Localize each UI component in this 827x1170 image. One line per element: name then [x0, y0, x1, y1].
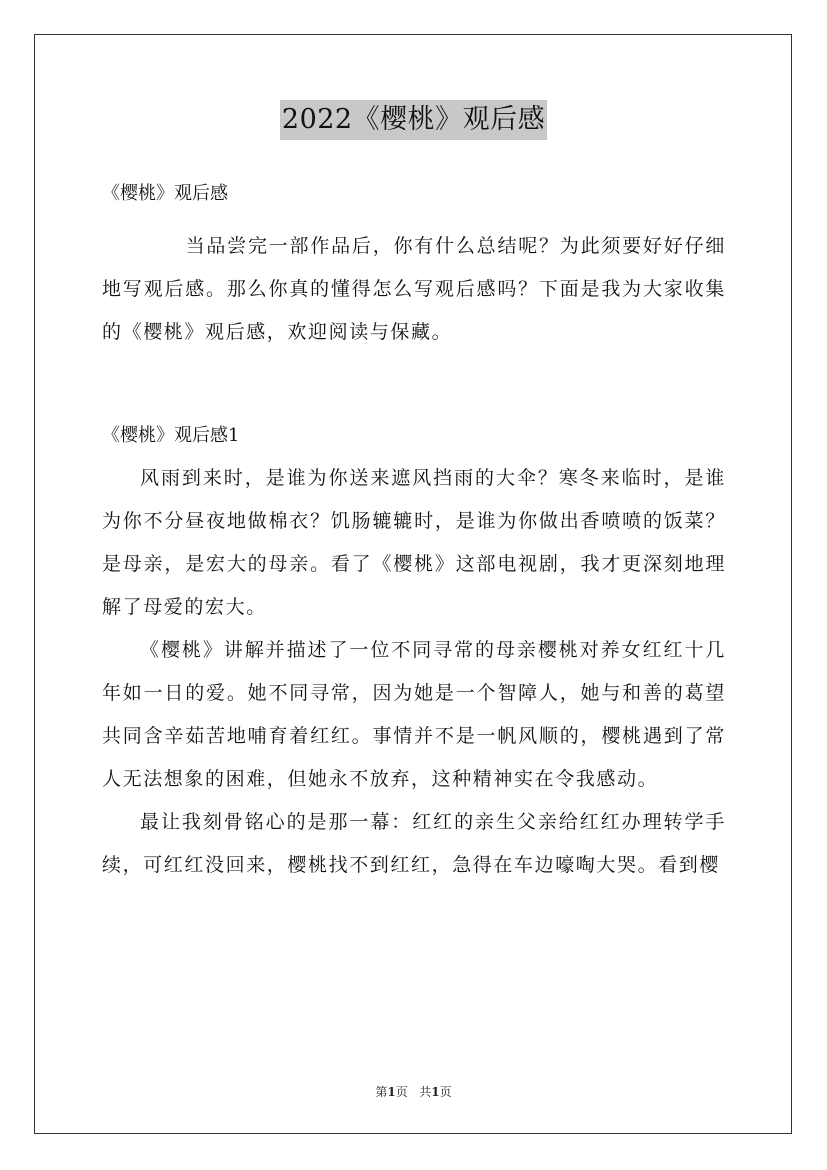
body-paragraph-3: 最让我刻骨铭心的是那一幕：红红的亲生父亲给红红办理转学手续，可红红没回来，樱桃找不到红红，急得在车边嚎啕大哭。看到樱	[102, 811, 726, 876]
document-subtitle: 《樱桃》观后感	[102, 183, 228, 204]
body-paragraph-1: 风雨到来时，是谁为你送来遮风挡雨的大伞？寒冬来临时，是谁为你不分昼夜地做棉衣？饥肠辘辘时，是谁为你做出香喷喷的饭菜？是母亲，是宏大的母亲。看了《樱桃》这部电视剧，我才更深刻地理解了母爱的宏大。	[102, 467, 726, 618]
document-title: 2022《樱桃》观后感	[280, 100, 547, 140]
body-paragraph-2: 《樱桃》讲解并描述了一位不同寻常的母亲樱桃对养女红红十几年如一日的爱。她不同寻常，因为她是一个智障人，她与和善的葛望共同含辛茹苦地哺育着红红。事情并不是一帆风顺的，樱桃遇到了常人无法想象的困难，但她永不放弃，这种精神实在令我感动。	[102, 639, 726, 790]
page-prefix: 第	[375, 1085, 388, 1099]
page-footer	[0, 1083, 827, 1100]
page-number: 1	[387, 1085, 396, 1099]
page-suffix: 页	[395, 1085, 408, 1099]
section-heading: 《樱桃》观后感1	[102, 425, 240, 446]
total-pages: 1	[431, 1085, 440, 1099]
intro-paragraph: 当品尝完一部作品后，你有什么总结呢？为此须要好好仔细地写观后感。那么你真的懂得怎么写观后感吗？下面是我为大家收集的《樱桃》观后感，欢迎阅读与保藏。	[102, 235, 726, 343]
total-prefix: 共	[419, 1085, 432, 1099]
total-suffix: 页	[439, 1085, 452, 1099]
document-body	[102, 172, 726, 887]
title-container	[0, 100, 827, 140]
